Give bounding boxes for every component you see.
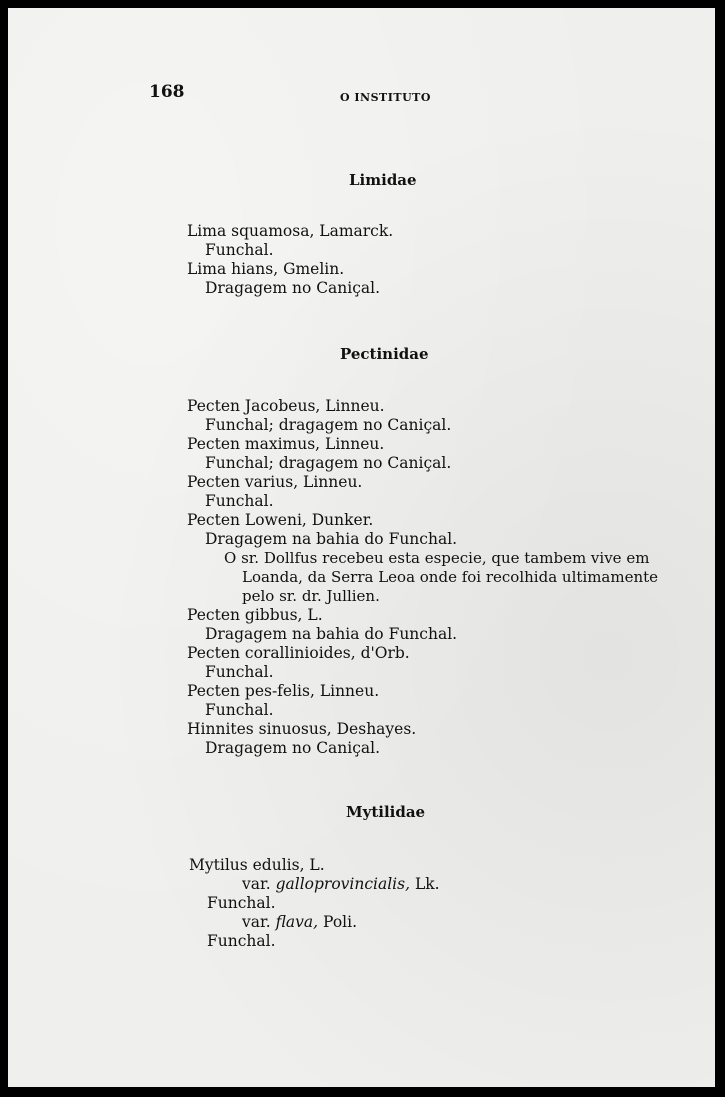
species-line: Pecten varius, Linneu.: [187, 473, 363, 491]
family-heading-pectinidae: Pectinidae: [340, 345, 429, 363]
note-line: O sr. Dollfus recebeu esta especie, que tambem vive em: [224, 549, 650, 567]
family-heading-mytilidae: Mytilidae: [346, 803, 426, 821]
species-line: Lima hians, Gmelin.: [187, 260, 345, 278]
variety-author: Lk.: [414, 875, 440, 893]
species-line: Pecten gibbus, L.: [187, 606, 323, 624]
species-line: Lima squamosa, Lamarck.: [187, 222, 394, 240]
locality-line: Dragagem no Caniçal.: [205, 279, 381, 297]
locality-line: Funchal; dragagem no Caniçal.: [205, 454, 452, 472]
page-number: 168: [149, 82, 185, 102]
locality-line: Funchal.: [207, 894, 276, 912]
locality-line: Funchal.: [205, 701, 274, 719]
species-line: Mytilus edulis, L.: [189, 856, 325, 874]
family-heading-limidae: Limidae: [349, 171, 417, 189]
locality-line: Funchal; dragagem no Caniçal.: [205, 416, 452, 434]
locality-line: Funchal.: [205, 663, 274, 681]
species-line: Pecten corallinioides, d'Orb.: [187, 644, 410, 662]
variety-author: Poli.: [323, 913, 358, 931]
locality-line: Dragagem na bahia do Funchal.: [205, 625, 458, 643]
locality-line: Dragagem no Caniçal.: [205, 739, 381, 757]
variety-name: galloprovincialis,: [275, 875, 411, 893]
note-line: pelo sr. dr. Jullien.: [242, 587, 380, 605]
note-line: Loanda, da Serra Leoa onde foi recolhida ultimamente: [242, 568, 659, 586]
variety-name: flava,: [275, 913, 319, 931]
species-line: Pecten maximus, Linneu.: [187, 435, 385, 453]
locality-line: Funchal.: [205, 492, 274, 510]
locality-line: Dragagem na bahia do Funchal.: [205, 530, 458, 548]
variety-line: [242, 913, 357, 932]
locality-line: Funchal.: [207, 932, 276, 950]
species-line: Pecten Loweni, Dunker.: [187, 511, 374, 529]
locality-line: Funchal.: [205, 241, 274, 259]
species-line: Hinnites sinuosus, Deshayes.: [187, 720, 417, 738]
variety-prefix: var.: [242, 913, 271, 931]
variety-prefix: var.: [242, 875, 271, 893]
scanned-page: [8, 8, 715, 1087]
species-line: Pecten pes-felis, Linneu.: [187, 682, 380, 700]
species-line: Pecten Jacobeus, Linneu.: [187, 397, 385, 415]
variety-line: [242, 875, 440, 894]
running-title: O INSTITUTO: [340, 91, 431, 104]
